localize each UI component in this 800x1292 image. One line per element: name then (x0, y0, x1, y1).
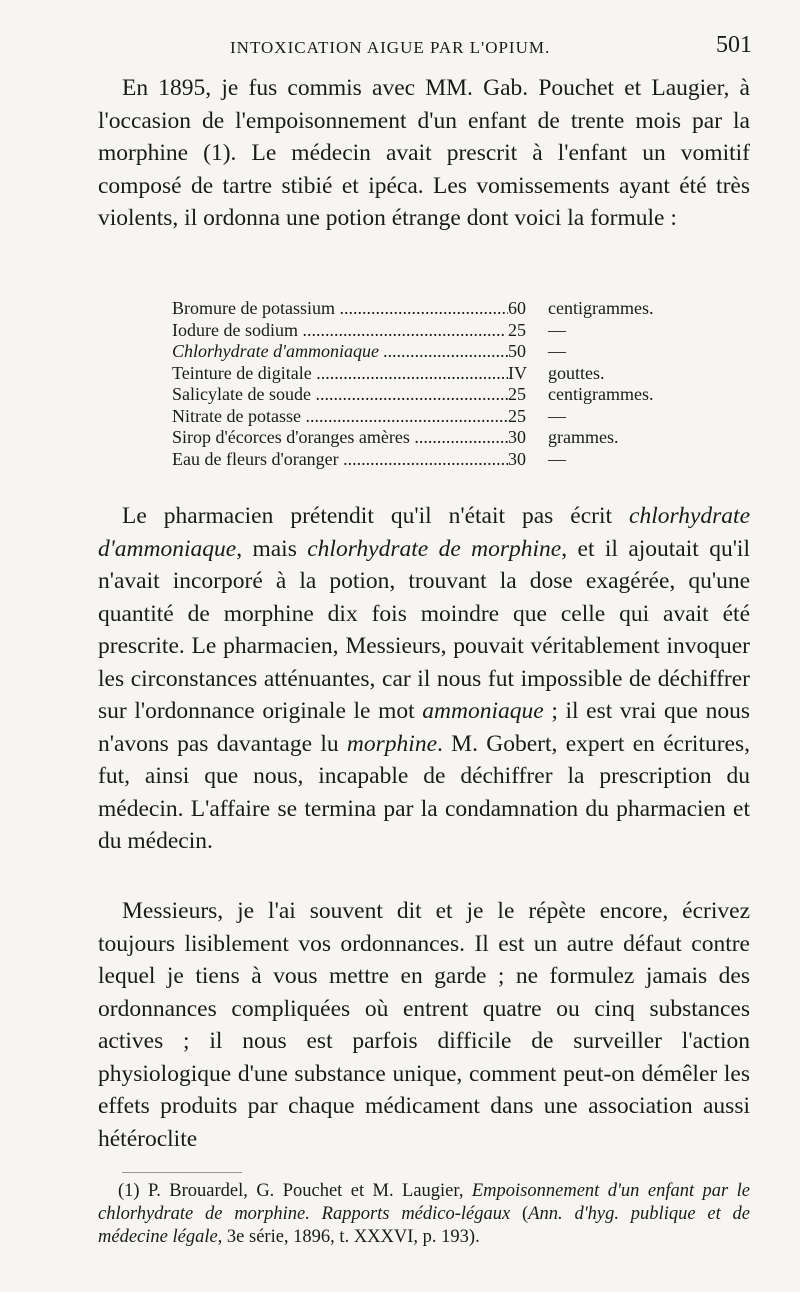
p2-text-e: , et il ajoutait qu'il n'avait incorporé à la potion, trouvant la dose exagérée, qu'une quantité de morphine dix fois moindre que celle qui avait été prescrite. Le pharmacien, Messieurs, pouvait véritablement invoquer les circonstances atténuantes, car il nous fut impossible de déchiffrer sur l'ordonnance originale le mot (98, 535, 750, 724)
footnote-citation: 3e série, 1896, t. XXXVI, p. 193). (222, 1227, 480, 1247)
ingredient-quantity: 25 (508, 384, 526, 404)
paragraph-3: Messieurs, je l'ai souvent dit et je le répète encore, écrivez toujours lisiblement vos ordonnances. Il est un autre défaut contre lequel je tiens à vous mettre en garde ; ne formulez jamais des ordonnances compliquées où entrent quatre ou cinq substances actives ; il nous est parfois difficile de surveiller l'action physiologique d'une substance unique, comment peut-on démêler les effets produits par chaque médicament dans une association aussi hétéroclite (98, 898, 750, 1152)
paragraph-1: En 1895, je fus commis avec MM. Gab. Pouchet et Laugier, à l'occasion de l'empoisonnement d'un enfant de trente mois par la morphine (1). Le médecin avait prescrit à l'enfant un vomitif composé de tartre stibié et ipéca. Les vomissements ayant été très violents, il ordonna une potion étrange dont voici la formule : (98, 75, 750, 231)
page-number: 501 (716, 32, 752, 58)
page-header (100, 30, 752, 70)
ingredient-unit: — (548, 405, 566, 426)
ingredient-name: Iodure de sodium ..... (172, 320, 508, 342)
ingredient-quantity: 30 (508, 448, 526, 469)
p2-text-g: ; il est vrai que nous n'avons pas davantage lu (98, 698, 750, 757)
ingredient-quantity: 60 (508, 298, 526, 318)
p2-italic-chlorhydrate-morphine: chlorhydrate de morphine (307, 535, 562, 562)
p2-italic-ammoniaque: ammoniaque (422, 698, 544, 724)
formula-row (172, 363, 692, 385)
formula-row (172, 320, 692, 342)
ingredient-quantity: IV (508, 362, 527, 383)
running-title: INTOXICATION AIGUE PAR L'OPIUM. (230, 38, 551, 57)
formula-row (172, 406, 692, 428)
footnote-paren: ( (510, 1204, 529, 1224)
ingredient-quantity: 25 (508, 405, 526, 426)
footnote (98, 1180, 750, 1249)
ingredient-unit: — (548, 448, 566, 469)
ingredient-name: Sirop d'écorces d'oranges amères ..... (172, 427, 508, 449)
p2-text-c: , mais (236, 535, 308, 562)
formula-row (172, 427, 692, 449)
footnote-title: Empoisonnement d'un enfant par le chlorhydrate de morphine. Rapports médico-légaux (98, 1181, 751, 1224)
p2-italic-morphine: morphine (346, 730, 437, 757)
p2-italic-chlorhydrate-ammoniaque: chlorhydrate d'ammoniaque (98, 503, 750, 562)
footnote-journal: Ann. d'hyg. publique et de médecine légale, (98, 1204, 750, 1247)
ingredient-unit: grammes. (548, 427, 619, 447)
ingredient-unit: centigrammes. (548, 384, 654, 404)
formula-row (172, 449, 692, 471)
ingredient-unit: centigrammes. (548, 298, 654, 318)
formula-row (172, 341, 692, 363)
footnote-divider (122, 1172, 242, 1173)
ingredient-unit: gouttes. (548, 362, 605, 383)
footnote-authors: (1) P. Brouardel, G. Pouchet et M. Laugier, (118, 1181, 472, 1201)
paragraph-2 (98, 500, 750, 858)
ingredient-unit: — (548, 319, 566, 340)
ingredient-unit: — (548, 341, 566, 361)
p2-text-a: Le pharmacien prétendit qu'il n'était pas écrit (122, 503, 630, 529)
formula-row (172, 384, 692, 406)
ingredient-name: Nitrate de potasse ..... (172, 406, 508, 428)
p2-text-i: . M. Gobert, expert en écritures, fut, ainsi que nous, incapable de déchiffrer la prescription du médecin. L'affaire se termina par la condamnation du pharmacien et du médecin. (98, 730, 750, 854)
ingredient-name: Teinture de digitale ..... (172, 363, 508, 385)
prescription-formula (172, 298, 692, 470)
ingredient-name: Salicylate de soude ..... (172, 384, 508, 406)
ingredient-quantity: 25 (508, 319, 526, 340)
ingredient-name: Chlorhydrate d'ammoniaque ..... (172, 341, 508, 363)
ingredient-quantity: 50 (508, 341, 526, 361)
formula-row (172, 298, 692, 320)
ingredient-name: Bromure de potassium ..... (172, 298, 508, 320)
ingredient-name: Eau de fleurs d'oranger ..... (172, 449, 508, 471)
ingredient-quantity: 30 (508, 427, 526, 447)
